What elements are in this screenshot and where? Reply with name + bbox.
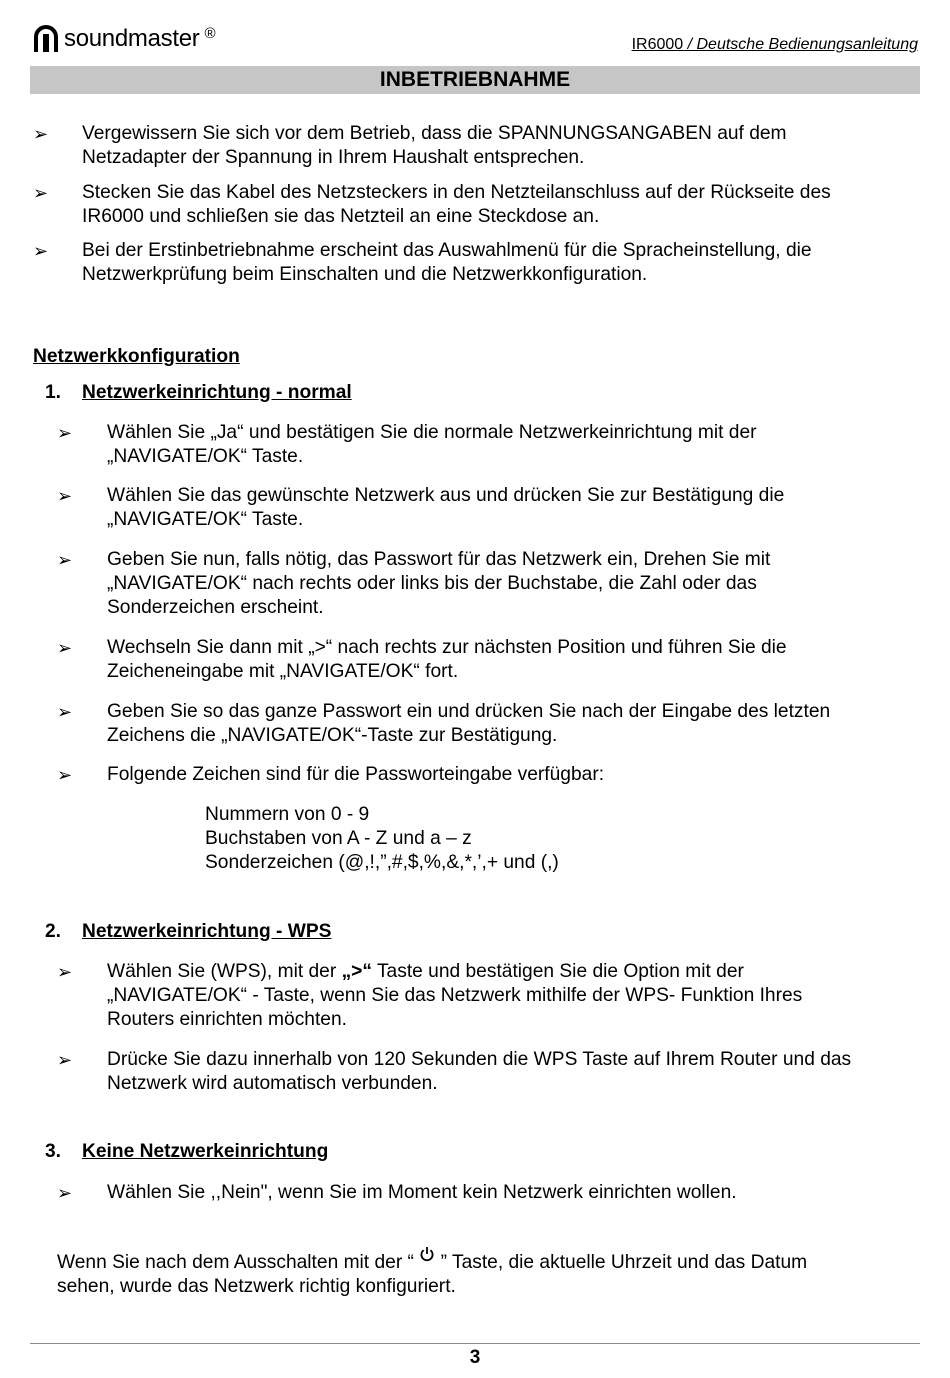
bullet-arrow-icon: ➢ xyxy=(33,124,49,144)
sub2-bullet-2-line-1: Drücke Sie dazu innerhalb von 120 Sekunden die WPS Taste auf Ihrem Router und das xyxy=(107,1049,852,1070)
separator: / xyxy=(683,36,697,53)
footer-divider xyxy=(30,1343,920,1344)
bullet-arrow-icon: ➢ xyxy=(33,241,49,261)
sub1-bullet-3-line-1: Geben Sie nun, falls nötig, das Passwort für das Netzwerk ein, Drehen Sie mit xyxy=(107,549,771,570)
sub3-bullet-1: Wählen Sie ,,Nein", wenn Sie im Moment kein Netzwerk einrichten wollen. xyxy=(107,1182,737,1203)
sub1-bullet-4-line-1: Wechseln Sie dann mit „>“ nach rechts zur nächsten Position und führen Sie die xyxy=(107,637,787,658)
bullet-arrow-icon: ➢ xyxy=(57,1183,73,1203)
chars-special: Sonderzeichen (@,!,”,#,$,%,&,*,’,+ und (,) xyxy=(205,852,559,873)
closing-post: ” Taste, die aktuelle Uhrzeit und das Datum xyxy=(435,1252,808,1274)
registered-mark: ® xyxy=(204,24,216,42)
sub2-title: Netzwerkeinrichtung - WPS xyxy=(82,921,332,942)
sub1-bullet-2-line-2: „NAVIGATE/OK“ Taste. xyxy=(107,509,304,530)
sub1-title: Netzwerkeinrichtung - normal xyxy=(82,382,352,403)
sub1-bullet-6-line-1: Folgende Zeichen sind für die Passworteingabe verfügbar: xyxy=(107,764,605,785)
power-icon xyxy=(419,1245,435,1269)
closing-pre: Wenn Sie nach dem Ausschalten mit der “ xyxy=(57,1252,420,1274)
sub2-bullet-1-post: Taste und bestätigen Sie die Option mit der xyxy=(371,961,744,982)
sub2-bullet-2-line-2: Netzwerk wird automatisch verbunden. xyxy=(107,1073,438,1094)
sub1-number: 1. xyxy=(45,382,62,403)
sub1-bullet-5-line-2: Zeichens die „NAVIGATE/OK“-Taste zur Bestätigung. xyxy=(107,725,558,746)
sub1-bullet-5-line-1: Geben Sie so das ganze Passwort ein und drücken Sie nach der Eingabe des letzten xyxy=(107,701,831,722)
sub1-bullet-1-line-2: „NAVIGATE/OK“ Taste. xyxy=(107,446,304,467)
soundmaster-logo-icon xyxy=(33,25,59,53)
intro-bullet-2-line-2: IR6000 und schließen sie das Netzteil an eine Steckdose an. xyxy=(82,206,600,227)
bullet-arrow-icon: ➢ xyxy=(57,765,73,785)
sub1-bullet-3-line-2: „NAVIGATE/OK“ nach rechts oder links bis der Buchstabe, die Zahl oder das xyxy=(107,573,757,594)
intro-bullet-2-line-1: Stecken Sie das Kabel des Netzsteckers in den Netzteilanschluss auf der Rückseite des xyxy=(82,182,831,203)
closing-line-2: sehen, wurde das Netzwerk richtig konfiguriert. xyxy=(57,1276,456,1297)
bullet-arrow-icon: ➢ xyxy=(57,550,73,570)
model-name: IR6000 xyxy=(631,36,684,53)
sub1-bullet-1-line-1: Wählen Sie „Ja“ und bestätigen Sie die normale Netzwerkeinrichtung mit der xyxy=(107,422,757,443)
section-title: INBETRIEBNAHME xyxy=(30,66,920,94)
bullet-arrow-icon: ➢ xyxy=(57,423,73,443)
sub2-number: 2. xyxy=(45,921,62,942)
intro-bullet-1-line-1: Vergewissern Sie sich vor dem Betrieb, dass die SPANNUNGSANGABEN auf dem xyxy=(82,123,787,144)
sub1-bullet-4-line-2: Zeicheneingabe mit „NAVIGATE/OK“ fort. xyxy=(107,661,459,682)
sub1-bullet-3-line-3: Sonderzeichen erscheint. xyxy=(107,597,324,618)
network-config-heading: Netzwerkkonfiguration xyxy=(33,346,240,367)
chars-letters: Buchstaben von A - Z und a – z xyxy=(205,828,472,849)
bullet-arrow-icon: ➢ xyxy=(57,962,73,982)
page-number: 3 xyxy=(469,1347,481,1368)
document-reference xyxy=(632,36,918,54)
sub2-bullet-1-pre: Wählen Sie (WPS), mit der xyxy=(107,961,342,982)
intro-bullet-3-line-1: Bei der Erstinbetriebnahme erscheint das Auswahlmenü für die Spracheinstellung, die xyxy=(82,240,812,261)
chars-numbers: Nummern von 0 - 9 xyxy=(205,804,370,825)
brand-name: soundmaster xyxy=(64,25,200,52)
bullet-arrow-icon: ➢ xyxy=(57,702,73,722)
sub3-title: Keine Netzwerkeinrichtung xyxy=(82,1141,329,1162)
sub2-bullet-1-line-2: „NAVIGATE/OK“ - Taste, wenn Sie das Netzwerk mithilfe der WPS- Funktion Ihres xyxy=(107,985,803,1006)
bullet-arrow-icon: ➢ xyxy=(57,1050,73,1070)
bullet-arrow-icon: ➢ xyxy=(33,183,49,203)
key-next: „>“ xyxy=(341,961,372,982)
intro-bullet-1-line-2: Netzadapter der Spannung in Ihrem Haushalt entsprechen. xyxy=(82,147,585,168)
manual-language: Deutsche Bedienungsanleitung xyxy=(696,36,918,53)
closing-line-1 xyxy=(57,1251,807,1275)
sub1-bullet-2-line-1: Wählen Sie das gewünschte Netzwerk aus und drücken Sie zur Bestätigung die xyxy=(107,485,785,506)
brand-logo xyxy=(33,24,216,54)
bullet-arrow-icon: ➢ xyxy=(57,638,73,658)
sub3-number: 3. xyxy=(45,1141,62,1162)
sub2-bullet-1-line-3: Routers einrichten möchten. xyxy=(107,1009,347,1030)
sub2-bullet-1-line-1 xyxy=(107,960,744,984)
bullet-arrow-icon: ➢ xyxy=(57,486,73,506)
intro-bullet-3-line-2: Netzwerkprüfung beim Einschalten und die Netzwerkkonfiguration. xyxy=(82,264,648,285)
